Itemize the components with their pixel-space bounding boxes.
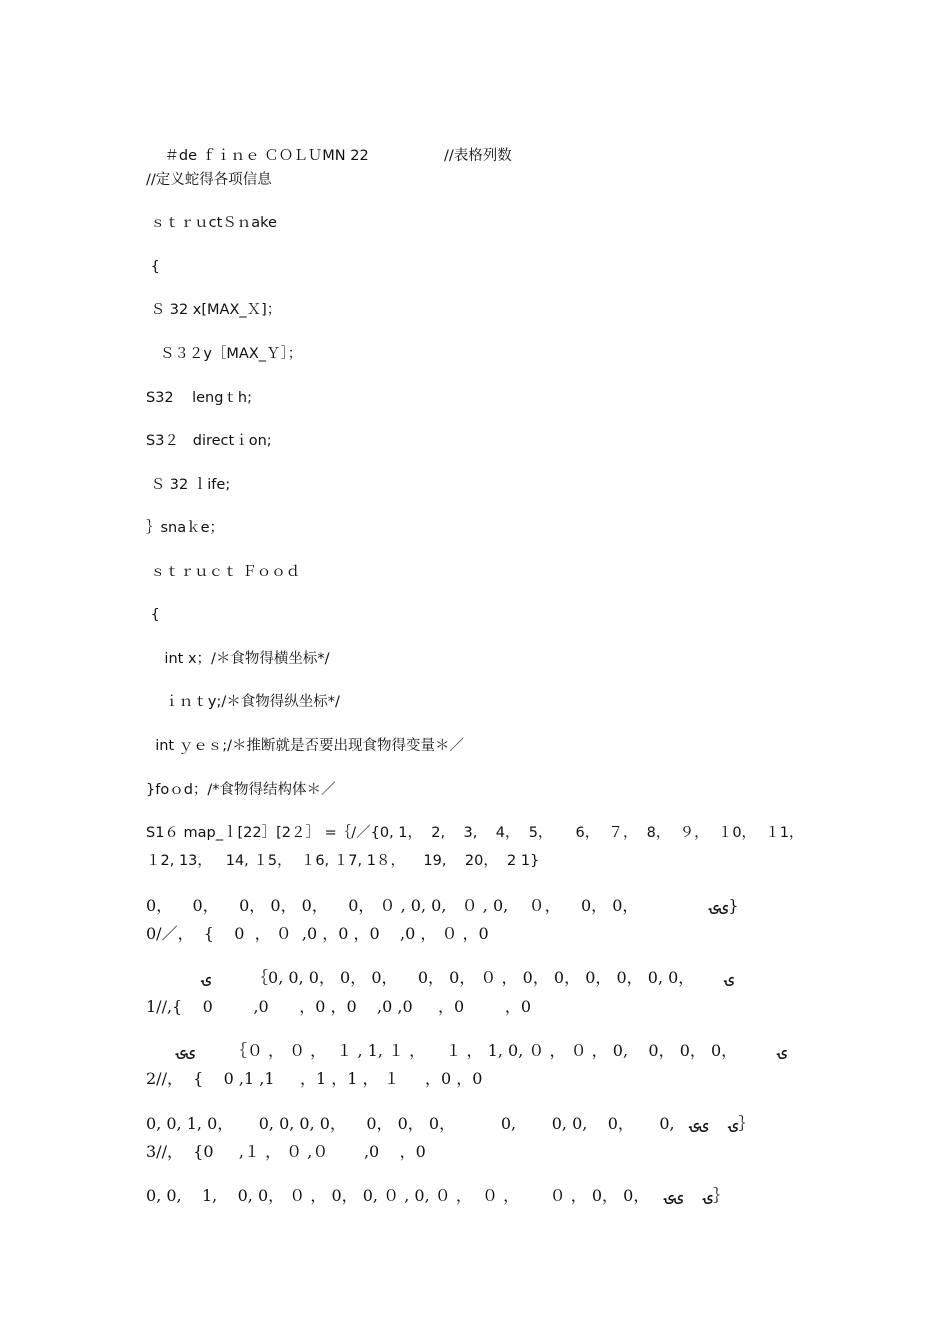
array-row-2-start: 1//,{ 0 ,0 ，0 ，0 ,0 ,0 ，0 ，0: [146, 997, 532, 1016]
code-line-member-life: Ｓ 32 ｌife;: [146, 477, 231, 493]
code-line-brace-open-2: {: [146, 607, 160, 623]
array-row-1-start: 0/／， { 0 ， ０ ,0 ，0 ，0 ,0 ， ０ ，0: [146, 924, 489, 943]
code-text: ＃de ｆｉｎｅ ＣＯＬＵMN 22: [164, 148, 369, 164]
code-line-struct-snake: ｓｔｒｕctＳｎake: [146, 215, 277, 231]
code-comment: //表格列数: [444, 148, 512, 164]
code-line-struct-food: ｓｔｒｕｃｔ Ｆｏｏｄ: [146, 564, 301, 580]
code-line-comment: //定义蛇得各项信息: [146, 172, 272, 188]
code-line-member-y: Ｓ３２y［MAX_Ｙ］；: [146, 346, 303, 362]
array-row-3-start: 2//， { 0 ,1 ,1 ，1 ，1 ， １ ，0 ，0: [146, 1069, 483, 1088]
code-line-food-yes: int ｙｅｓ;/＊推断就是否要出现食物得变量＊／: [146, 738, 464, 754]
array-row-0-end: ۍۍ ，0 ，0 ，０ ,0 , ０ ,0 ,0 , ０ ，0 ，0 ，0 ，0 ，0 ，0}: [146, 896, 739, 915]
array-row-1-end: ۍ ，0 ,0 ，0 ，0 ，0 ，0 ， ０ ，0 ，0 ，0 ，0 ，0 ,0 ,0｝ ۍ: [146, 968, 735, 987]
code-line-map-decl: S1６ map_ｌ[22］[2２］ =｛/／{0, 1， 2, 3, 4， 5， 6， ７， 8， ９， １0， １1，: [146, 825, 804, 841]
code-line-food-close: }foｏd；/*食物得结构体＊／: [146, 782, 336, 798]
code-line-snake-close: ｝snaｋe；: [146, 520, 225, 536]
code-line-food-x: int x；/＊食物得横坐标*/: [146, 651, 330, 667]
code-line-brace-open: {: [146, 259, 160, 275]
code-line-member-length: S32 lengｔh;: [146, 390, 253, 406]
code-line-map-header-cont: １2, 13， 14, １5， １6, １7, 1８， 19, 20， 2 1}: [146, 853, 540, 869]
array-row-4-end: ۍ ۍۍ ，0 ，0 ， ０ ， ０ ， ０ ,0 , ０ ,0 ，0 ， ０ ，0 ,0 ,1 ,0 ,0｝: [146, 1186, 730, 1205]
code-line-member-x: Ｓ 32 x[MAX_Ｘ]；: [146, 302, 282, 318]
array-row-2-end: ۍ ，0 ，0 ，0 ,0 ， ０ ， ０ ,0 ,1 ， １ ， １ ,1 , １ ， ０ ， ０｝ ۍۍ: [146, 1041, 788, 1060]
array-row-3-end: ۍ ۍۍ ,0 ，0 ,0 ,0 ,0 ，0 ，0 ，0 ，0 ,0 ,0 ,0 ，0 ,1 ,0 ,0｝: [146, 1114, 755, 1133]
code-line-food-y: ｉｎｔy;/＊食物得纵坐标*/: [146, 694, 340, 710]
array-row-4-start: 3//， {0 ,１ ， ０ ,０ ,0 ，0: [146, 1142, 426, 1161]
code-line-member-direction: S3２ directｉon;: [146, 433, 272, 449]
